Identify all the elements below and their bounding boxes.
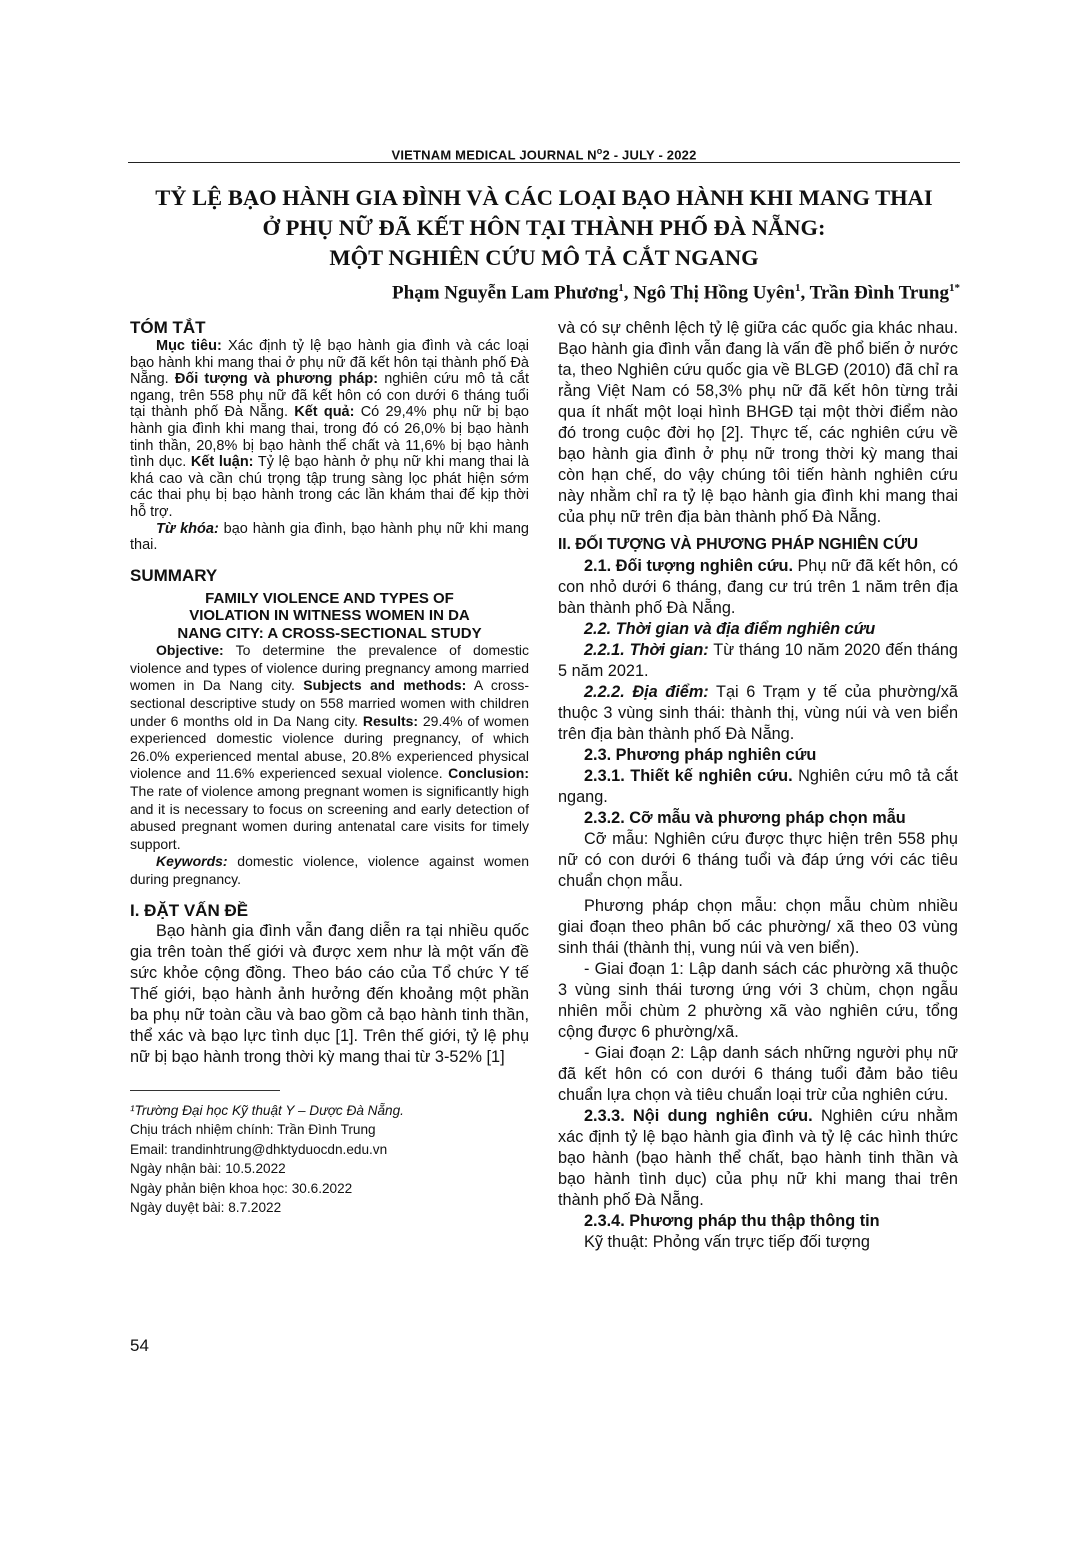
s233-text: Nghiên cứu nhằm xác định tỷ lệ bạo hành gia đình và tỷ lệ các hình thức bạo hành (bạo hành thể chất, bạo hành tinh thần và bạo hành tình dục) của phụ nữ khi mang thai trên thành phố Đà Nẵng. [558, 1107, 958, 1209]
s21-text: Phụ nữ đã kết hôn, có con nhỏ dưới 6 tháng, đang cư trú trên 1 năm trên địa bàn thành phố Đà Nẵng. [558, 557, 958, 617]
en-title-line: FAMILY VIOLENCE AND TYPES OF [205, 589, 454, 607]
footnote-received: Ngày nhận bài: 10.5.2022 [130, 1161, 286, 1177]
abstract-en-paragraph [130, 642, 529, 853]
left-column [130, 318, 529, 1218]
s21-paragraph [558, 556, 958, 619]
author-affiliation: 1* [949, 282, 960, 294]
s231-label: 2.3.1. Thiết kế nghiên cứu. [584, 767, 793, 785]
keywords-text: domestic violence, violence against women during pregnancy. [130, 853, 529, 887]
footnote-reviewed: Ngày phản biện khoa học: 30.6.2022 [130, 1180, 353, 1196]
s21-label: 2.1. Đối tượng nghiên cứu. [584, 557, 793, 575]
section1-continued: và có sự chênh lệch tỷ lệ giữa các quốc gia khác nhau. Bạo hành gia đình vẫn đang là vấn đề phổ biến ở nước ta, theo Nghiên cứu quốc gia về BLGĐ (2010) đã chỉ ra rằng Việt Nam có 58,3% phụ nữ đã kết hôn từng trải qua ít nhất một loại hình BHGĐ tại một thời điểm nào đó trong cuộc đời họ [2]. Thực tế, các nghiên cứu về bạo hành gia đình ở phụ nữ trong thời kỳ mang thai còn hạn chế, do vậy chúng tôi tiến hành nghiên cứu này nhằm chỉ ra tỷ lệ bạo hành gia đình khi mang thai của phụ nữ trên địa bàn thành phố Đà Nẵng. [558, 319, 958, 526]
header-rule [128, 162, 960, 163]
abstract-en-segment: Results: [362, 712, 419, 729]
s222-text: Tại 6 Trạm y tế của phường/xã thuộc 3 vùng sinh thái: thành thị, vùng núi và ven biển trên địa bàn thành phố Đà Nẵng. [558, 683, 958, 743]
s232-stage1: - Giai đoạn 1: Lập danh sách các phường xã thuộc 3 vùng sinh thái tương ứng với 3 chùm, chọn ngẫu nhiên mỗi chùm 2 phường xã vào nghiên cứu, tổng cộng được 6 phường/xã. [558, 960, 958, 1041]
author-affiliation: 1 [794, 282, 801, 294]
abstract-vi-segment: Xác định tỷ lệ bạo hành gia đình và các loại bạo hành khi mang thai ở phụ nữ đã kết hôn tại thành phố Đà Nẵng. [130, 338, 530, 388]
abstract-en-segment: Subjects and methods: [303, 677, 467, 694]
footnote-accepted: Ngày duyệt bài: 8.7.2022 [130, 1200, 282, 1216]
journal-header [128, 146, 960, 162]
author-name: Phạm Nguyễn Lam Phương [392, 282, 619, 304]
abstract-vi-heading: TÓM TẮT [130, 318, 206, 337]
abstract-en-segment: To determine the prevalence of domestic violence and types of violence during pregnancy among married women in Da Nang city. [130, 642, 529, 694]
journal-number-sup: o [596, 146, 603, 156]
footnote-rule [130, 1090, 280, 1091]
s232-stage2: - Giai đoạn 2: Lập danh sách những người phụ nữ đã kết hôn có con dưới 6 tháng tuổi đảm bảo tiêu chuẩn lựa chọn và tiêu chuẩn loại trừ của nghiên cứu. [558, 1044, 958, 1104]
s233-label: 2.3.3. Nội dung nghiên cứu. [584, 1107, 813, 1125]
title-line: TỶ LỆ BẠO HÀNH GIA ĐÌNH VÀ CÁC LOẠI BẠO HÀNH KHI MANG THAI [155, 185, 933, 210]
abstract-vi-segment: Kết quả: [294, 404, 355, 421]
s221-text: Từ tháng 10 năm 2020 đến tháng 5 năm 2021. [558, 641, 958, 680]
s231-paragraph [558, 766, 958, 808]
footnote-affiliation: ¹Trường Đại học Kỹ thuật Y – Dược Đà Nẵng. [130, 1102, 404, 1118]
s222-label: 2.2.2. Địa điểm: [584, 683, 709, 701]
s22-heading: 2.2. Thời gian và địa điểm nghiên cứu [584, 620, 876, 638]
abstract-vi-segment: Đối tượng và phương pháp: [174, 371, 379, 388]
author-name: Ngô Thị Hồng Uyên [633, 282, 795, 304]
article-title [128, 183, 960, 273]
author-separator: , [800, 282, 810, 304]
abstract-vi-segment: Mục tiêu: [156, 338, 222, 354]
s23-heading: 2.3. Phương pháp nghiên cứu [584, 746, 817, 764]
author-affiliation: 1 [618, 282, 624, 294]
abstract-vi-segment: nghiên cứu mô tả cắt ngang, trên 558 phụ nữ đã kết hôn có con dưới 6 tháng tuổi tại thành phố Đà Nẵng. [130, 371, 529, 421]
author-name: Trần Đình Trung [809, 282, 949, 304]
en-title-line: NANG CITY: A CROSS-SECTIONAL STUDY [177, 624, 482, 642]
abstract-en-segment: Conclusion: [448, 765, 529, 782]
section2-heading: II. ĐỐI TƯỢNG VÀ PHƯƠNG PHÁP NGHIÊN CỨU [558, 536, 919, 553]
abstract-vi-segment: Tỷ lệ bạo hành ở phụ nữ khi mang thai là khá cao và cần chú trọng tập trung sàng lọc phát hiện sớm các thai phụ bị bạo hành trong các lần khám thai để kịp thời hỗ trợ. [130, 454, 530, 520]
abstract-en-segment: The rate of violence among pregnant women is significantly high and it is necessary to focus on screening and early detection of abused pregnant women during antenatal care visits for timely support. [130, 782, 529, 852]
abstract-vi-segment: Kết luận: [190, 454, 254, 471]
journal-issue: 2 - JULY - 2022 [602, 147, 697, 163]
en-title-line: VIOLATION IN WITNESS WOMEN IN DA [189, 607, 470, 625]
s222-paragraph [558, 682, 958, 745]
abstract-en-heading: SUMMARY [130, 565, 218, 585]
s232-sample-size: Cỡ mẫu: Nghiên cứu được thực hiện trên 558 phụ nữ có con dưới 6 tháng tuổi và đáp ứng với các tiêu chuẩn chọn mẫu. [558, 830, 958, 890]
abstract-en-title [130, 590, 529, 643]
author-list [128, 282, 960, 304]
author-separator: , [623, 282, 634, 304]
page-number: 54 [130, 1336, 149, 1355]
abstract-vi-segment: Có 29,4% phụ nữ bị bạo hành gia đình khi mang thai, trong đó có 26,0% bị bạo hành tinh thần, 20,8% bị bạo hành thể chất và 11,6% bị bạo hành tình dục. [130, 404, 529, 471]
s231-text: Nghiên cứu mô tả cắt ngang. [558, 767, 958, 806]
abstract-en-segment: Objective: [156, 642, 224, 659]
section1-paragraph: Bạo hành gia đình vẫn đang diễn ra tại nhiều quốc gia trên toàn thế giới và được xem như là một vấn đề sức khỏe cộng đồng. Theo báo cáo của Tổ chức Y tế Thế giới, bạo hành ảnh hưởng đến khoảng một phần ba phụ nữ toàn cầu và bao gồm cả bạo hành tinh thần, thể xác và bạo lực tình dục [1]. Trên thế giới, tỷ lệ phụ nữ bị bạo hành trong thời kỳ mang thai từ 3-52% [1] [130, 921, 529, 1066]
s221-label: 2.2.1. Thời gian: [584, 641, 709, 659]
abstract-en-segment: 29.4% of women experienced domestic violence during pregnancy, of which 26.0% experienced mental abuse, 20.8% experienced physical violence and 11.6% experienced sexual violence. [130, 712, 530, 782]
right-column [558, 318, 958, 1253]
s234-paragraph: Kỹ thuật: Phỏng vấn trực tiếp đối tượng [584, 1233, 870, 1251]
s234-heading: 2.3.4. Phương pháp thu thập thông tin [584, 1212, 880, 1230]
journal-name: VIETNAM MEDICAL JOURNAL N [391, 147, 597, 163]
footnote-corresponding: Chịu trách nhiệm chính: Trần Đình Trung [130, 1122, 376, 1138]
keywords-text: bạo hành gia đình, bạo hành phụ nữ khi mang thai. [130, 520, 529, 554]
abstract-en-segment: A cross-sectional descriptive study on 558 married women with children under 6 months old in Da Nang city. [130, 677, 529, 729]
s232-heading: 2.3.2. Cỡ mẫu và phương pháp chọn mẫu [584, 809, 906, 827]
keywords-label: Từ khóa: [156, 520, 219, 537]
title-line: Ở PHỤ NỮ ĐÃ KẾT HÔN TẠI THÀNH PHỐ ĐÀ NẴNG: [262, 215, 826, 240]
footnote-email: Email: trandinhtrung@dhktyduocdn.edu.vn [130, 1141, 388, 1157]
abstract-vi-keywords [130, 521, 529, 554]
title-line: MỘT NGHIÊN CỨU MÔ TẢ CẮT NGANG [329, 245, 759, 270]
s221-paragraph [558, 640, 958, 682]
abstract-en-keywords [130, 853, 529, 888]
s232-sampling-method: Phương pháp chọn mẫu: chọn mẫu chùm nhiều giai đoạn theo phân bố các phường/ xã theo 03 vùng sinh thái (thành thị, vung núi và ven biển). [558, 897, 958, 957]
keywords-label: Keywords: [156, 853, 228, 870]
section1-heading: I. ĐẶT VẤN ĐỀ [130, 900, 249, 920]
abstract-vi-paragraph [130, 338, 529, 521]
s233-paragraph [558, 1106, 958, 1211]
